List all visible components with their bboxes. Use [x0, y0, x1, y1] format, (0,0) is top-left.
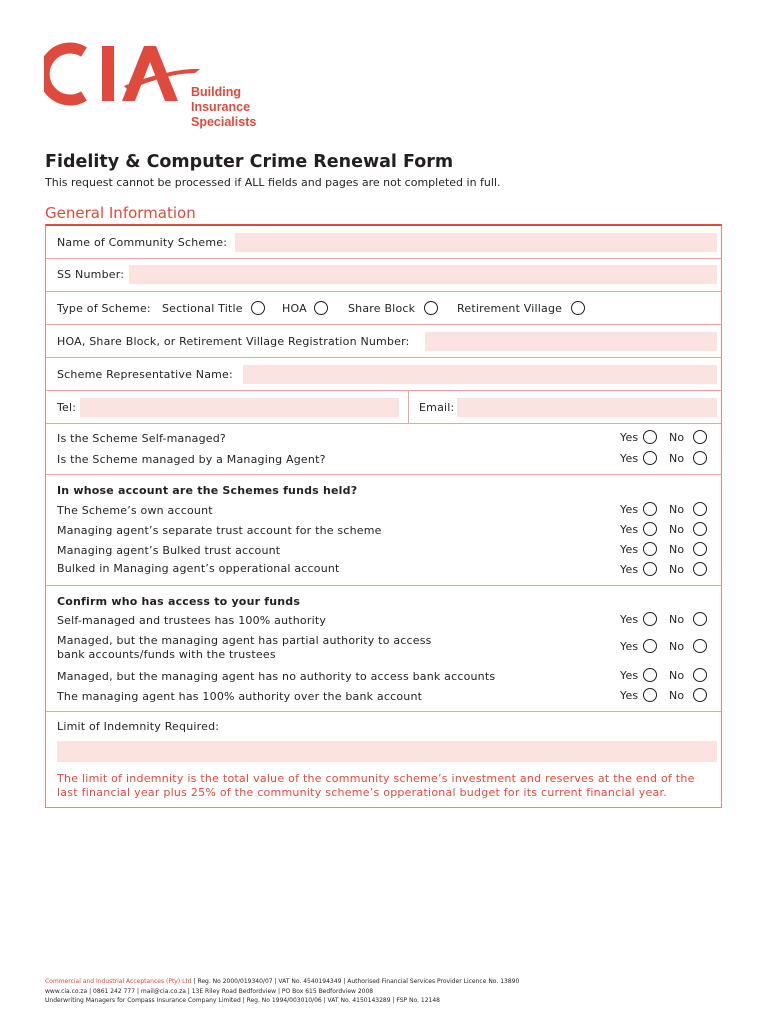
divider: [46, 585, 721, 586]
no-label: No: [669, 431, 685, 444]
scheme-type-label: Type of Scheme:: [57, 302, 151, 315]
funds-bulked-no-radio[interactable]: [693, 542, 707, 556]
tel-label: Tel:: [57, 401, 77, 414]
indemnity-note: The limit of indemnity is the total value of the community scheme’s investment and reserves at the end of the last financial year plus 25% of the community scheme’s opperational budget for its current financial year.: [57, 772, 695, 799]
yes-label: Yes: [620, 452, 639, 465]
divider: [408, 390, 409, 423]
funds-item: Bulked in Managing agent’s opperational account: [57, 562, 340, 575]
funds-bulked-yes-radio[interactable]: [643, 542, 657, 556]
access-self-managed-yes-radio[interactable]: [643, 612, 657, 626]
indemnity-input[interactable]: [57, 741, 717, 762]
share-block-radio[interactable]: [424, 301, 438, 315]
retirement-village-radio[interactable]: [571, 301, 585, 315]
access-partial-yes-radio[interactable]: [643, 639, 657, 653]
indemnity-label: Limit of Indemnity Required:: [57, 720, 220, 733]
access-self-managed-no-radio[interactable]: [693, 612, 707, 626]
funds-heading: In whose account are the Schemes funds held?: [57, 484, 358, 497]
footer-line3: Underwriting Managers for Compass Insurance Company Limited | Reg. No 1994/003010/06 | VAT No. 4150143289 | FSP No. 12148: [45, 997, 440, 1004]
option-share-block-label: Share Block: [348, 302, 416, 315]
registration-number-input[interactable]: [425, 332, 717, 351]
registration-number-label: HOA, Share Block, or Retirement Village Registration Number:: [57, 335, 410, 348]
no-label: No: [669, 503, 685, 516]
access-none-yes-radio[interactable]: [643, 668, 657, 682]
option-retirement-village-label: Retirement Village: [457, 302, 563, 315]
divider: [46, 357, 721, 358]
community-scheme-label: Name of Community Scheme:: [57, 236, 228, 249]
footer: [45, 977, 519, 1006]
logo-tagline: Building Insurance Specialists: [191, 85, 257, 129]
yes-label: Yes: [620, 689, 639, 702]
footer-line2: www.cia.co.za | 0861 242 777 | mail@cia.co.za | 13E Riley Road Bedfordview | PO Box 615 Bedfordview 2008: [45, 987, 374, 995]
email-input[interactable]: [457, 398, 717, 417]
access-full-yes-radio[interactable]: [643, 688, 657, 702]
managing-agent-yes-radio[interactable]: [643, 451, 657, 465]
self-managed-yes-radio[interactable]: [643, 430, 657, 444]
yes-label: Yes: [620, 563, 639, 576]
access-partial-no-radio[interactable]: [693, 639, 707, 653]
no-label: No: [669, 669, 685, 682]
footer-line1: | Reg. No 2000/019340/07 | VAT No. 4540194349 | Authorised Financial Services Provider Licence No. 13890: [191, 978, 520, 985]
funds-operational-yes-radio[interactable]: [643, 562, 657, 576]
yes-label: Yes: [620, 503, 639, 516]
divider: [46, 258, 721, 259]
hoa-radio[interactable]: [314, 301, 328, 315]
form-title: Fidelity & Computer Crime Renewal Form: [45, 152, 454, 172]
tel-input[interactable]: [80, 398, 399, 417]
funds-item: The Scheme’s own account: [57, 504, 213, 517]
yes-label: Yes: [620, 523, 639, 536]
divider: [46, 711, 721, 712]
divider: [46, 423, 721, 424]
access-item: Managed, but the managing agent has no authority to access bank accounts: [57, 670, 496, 683]
footer-company: Commercial and Industrial Acceptances (Pty) Ltd: [45, 978, 192, 985]
yes-label: Yes: [620, 613, 639, 626]
section-title: General Information: [45, 204, 196, 222]
funds-item: Managing agent’s Bulked trust account: [57, 544, 281, 557]
divider: [46, 324, 721, 325]
divider: [46, 291, 721, 292]
yes-label: Yes: [620, 669, 639, 682]
email-label: Email:: [419, 401, 455, 414]
option-sectional-title-label: Sectional Title: [162, 302, 243, 315]
sectional-title-radio[interactable]: [251, 301, 265, 315]
access-none-no-radio[interactable]: [693, 668, 707, 682]
no-label: No: [669, 523, 685, 536]
no-label: No: [669, 543, 685, 556]
yes-label: Yes: [620, 431, 639, 444]
ss-number-input[interactable]: [129, 265, 717, 284]
divider: [46, 474, 721, 475]
no-label: No: [669, 613, 685, 626]
option-hoa-label: HOA: [282, 302, 307, 315]
funds-operational-no-radio[interactable]: [693, 562, 707, 576]
access-item: Managed, but the managing agent has partial authority to access: [57, 634, 432, 647]
no-label: No: [669, 689, 685, 702]
yes-label: Yes: [620, 543, 639, 556]
access-full-no-radio[interactable]: [693, 688, 707, 702]
community-scheme-input[interactable]: [235, 233, 717, 252]
form-subtitle: This request cannot be processed if ALL fields and pages are not completed in full.: [45, 176, 501, 189]
funds-own-no-radio[interactable]: [693, 502, 707, 516]
funds-trust-no-radio[interactable]: [693, 522, 707, 536]
representative-input[interactable]: [243, 365, 717, 384]
managing-agent-no-radio[interactable]: [693, 451, 707, 465]
ss-number-label: SS Number:: [57, 268, 125, 281]
access-item: Self-managed and trustees has 100% authority: [57, 614, 327, 627]
managing-agent-question: Is the Scheme managed by a Managing Agent?: [57, 453, 326, 466]
access-heading: Confirm who has access to your funds: [57, 595, 301, 608]
funds-item: Managing agent’s separate trust account for the scheme: [57, 524, 382, 537]
no-label: No: [669, 452, 685, 465]
funds-trust-yes-radio[interactable]: [643, 522, 657, 536]
access-item-continued: bank accounts/funds with the trustees: [57, 648, 276, 661]
self-managed-question: Is the Scheme Self-managed?: [57, 432, 226, 445]
divider: [46, 390, 721, 391]
general-information-form: [45, 224, 722, 808]
funds-own-yes-radio[interactable]: [643, 502, 657, 516]
no-label: No: [669, 640, 685, 653]
self-managed-no-radio[interactable]: [693, 430, 707, 444]
yes-label: Yes: [620, 640, 639, 653]
access-item: The managing agent has 100% authority over the bank account: [57, 690, 423, 703]
representative-label: Scheme Representative Name:: [57, 368, 233, 381]
no-label: No: [669, 563, 685, 576]
